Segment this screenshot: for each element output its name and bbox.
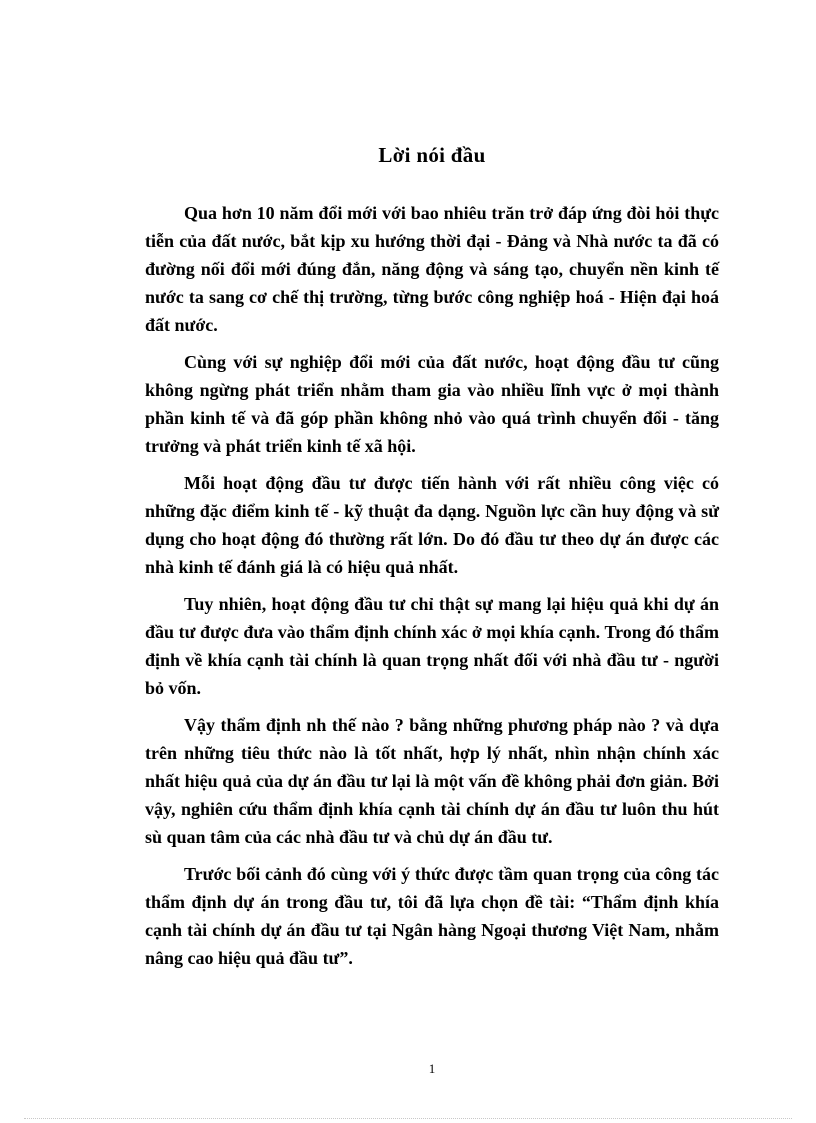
page-title: Lời nói đầu [378, 143, 486, 167]
paragraph-5: Vậy thẩm định nh thế nào ? bằng những phương pháp nào ? và dựa trên những tiêu thức nào là tốt nhất, hợp lý nhất, nhìn nhận chính xác nhất hiệu quả của dự án đầu tư lại là một vấn đề không phải đơn giản. Bởi vậy, nghiên cứu thẩm định khía cạnh tài chính dự án đầu tư luôn thu hút sù quan tâm của các nhà đầu tư và chủ dự án đầu tư. [145, 715, 719, 847]
document-body [145, 199, 719, 981]
page-bottom-border [24, 1118, 792, 1119]
page-number: 1 [428, 1061, 436, 1076]
paragraph-4: Tuy nhiên, hoạt động đầu tư chỉ thật sự mang lại hiệu quả khi dự án đầu tư được đưa vào thẩm định chính xác ở mọi khía cạnh. Trong đó thẩm định về khía cạnh tài chính là quan trọng nhất đối với nhà đầu tư - người bỏ vốn. [145, 594, 719, 698]
paragraph-1: Qua hơn 10 năm đổi mới với bao nhiêu trăn trở đáp ứng đòi hỏi thực tiễn của đất nước, bắt kịp xu hướng thời đại - Đảng và Nhà nước ta đã có đường nối đổi mới đúng đắn, năng động và sáng tạo, chuyển nền kinh tế nước ta sang cơ chế thị trường, từng bước công nghiệp hoá - Hiện đại hoá đất nước. [145, 203, 719, 335]
paragraph-6: Trước bối cảnh đó cùng với ý thức được tầm quan trọng của công tác thẩm định dự án trong đầu tư, tôi đã lựa chọn đề tài: “Thẩm định khía cạnh tài chính dự án đầu tư tại Ngân hàng Ngoại thương Việt Nam, nhằm nâng cao hiệu quả đầu tư”. [145, 864, 719, 968]
paragraph-2: Cùng với sự nghiệp đổi mới của đất nước, hoạt động đầu tư cũng không ngừng phát triển nhằm tham gia vào nhiều lĩnh vực ở mọi thành phần kinh tế và đã góp phần không nhỏ vào quá trình chuyển đổi - tăng trưởng và phát triển kinh tế xã hội. [145, 352, 719, 456]
paragraph-3: Mỗi hoạt động đầu tư được tiến hành với rất nhiều công việc có những đặc điểm kinh tế - kỹ thuật đa dạng. Nguồn lực cần huy động và sử dụng cho hoạt động đó thường rất lớn. Do đó đầu tư theo dự án được các nhà kinh tế đánh giá là có hiệu quả nhất. [145, 473, 719, 577]
